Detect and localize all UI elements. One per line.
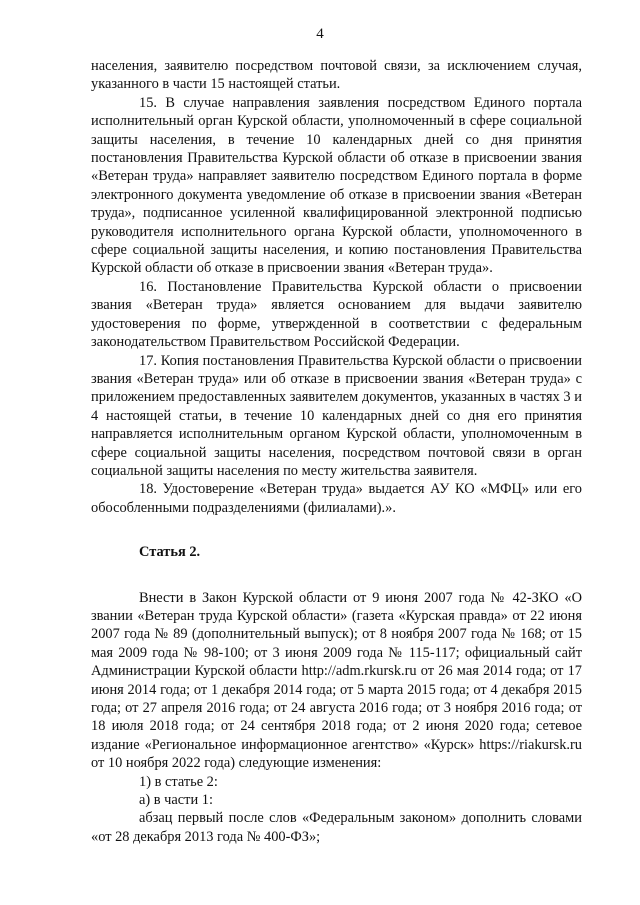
list-item-a: а) в части 1: [139,792,213,809]
paragraph-amendment: абзац первый после слов «Федеральным законом» дополнить словами «от 28 декабря 2013 года № 400-ФЗ»; [91,810,582,845]
document-body [91,57,582,846]
list-item-1: 1) в статье 2: [139,773,218,790]
paragraph-17: 17. Копия постановления Правительства Курской области о присвоении звания «Ветеран труда» или об отказе в присвоении звания «Ветеран труда» с приложением предоставленных заявителем документов, указанных в частях 3 и 4 настоящей статьи, в течение 10 календарных дней со дня его принятия направляется исполнительным органом Курской области, уполномоченным в сфере социальной защиты населения, посредством почтовой связи в орган социальной защиты населения по месту жительства заявителя. [91,352,582,479]
page-number: 4 [316,26,324,42]
article-2-heading: Статья 2. [139,544,201,561]
article-2-intro: Внести в Закон Курской области от 9 июня 2007 года № 42-ЗКО «О звании «Ветеран труда Курской области» (газета «Курская правда» от 22 июня 2007 года № 89 (дополнительный выпуск); от 8 ноября 2007 года № 168; от 15 мая 2009 года № 98-100; от 3 июня 2009 года № 115-117; официальный сайт Администрации Курской области http://adm.rkursk.ru от 26 мая 2014 года; от 17 июня 2014 года; от 1 декабря 2014 года; от 5 марта 2015 года; от 4 декабря 2015 года; от 27 апреля 2016 года; от 24 августа 2016 года; от 3 ноября 2016 года; от 18 июля 2018 года; от 24 сентября 2018 года; от 2 июня 2020 года; сетевое издание «Региональное информационное агентство» «Курск» https://riakursk.ru от 10 ноября 2022 года) следующие изменения: [91,589,582,772]
paragraph-18: 18. Удостоверение «Ветеран труда» выдается АУ КО «МФЦ» или его обособленными подразделениями (филиалами).». [91,481,582,516]
paragraph-continuation: населения, заявителю посредством почтовой связи, за исключением случая, указанного в части 15 настоящей статьи. [91,58,582,93]
paragraph-16: 16. Постановление Правительства Курской области о присвоении звания «Ветеран труда» является основанием для выдачи заявителю удостоверения по форме, утвержденной в соответствии с федеральным законодательством Правительством Российской Федерации. [91,278,582,351]
paragraph-15: 15. В случае направления заявления посредством Единого портала исполнительный орган Курской области, уполномоченный в сфере социальной защиты населения, в течение 10 календарных дней со дня принятия постановления Правительства Курской области об отказе в присвоении звания «Ветеран труда» направляет заявителю посредством Единого портала в форме электронного документа уведомление об отказе в присвоении звания «Ветеран труда», подписанное усиленной квалифицированной электронной подписью руководителя исполнительного органа Курской области, уполномоченного в сфере социальной защиты населения, и копию постановления Правительства Курской области об отказе в присвоении звания «Ветеран труда». [91,94,582,277]
